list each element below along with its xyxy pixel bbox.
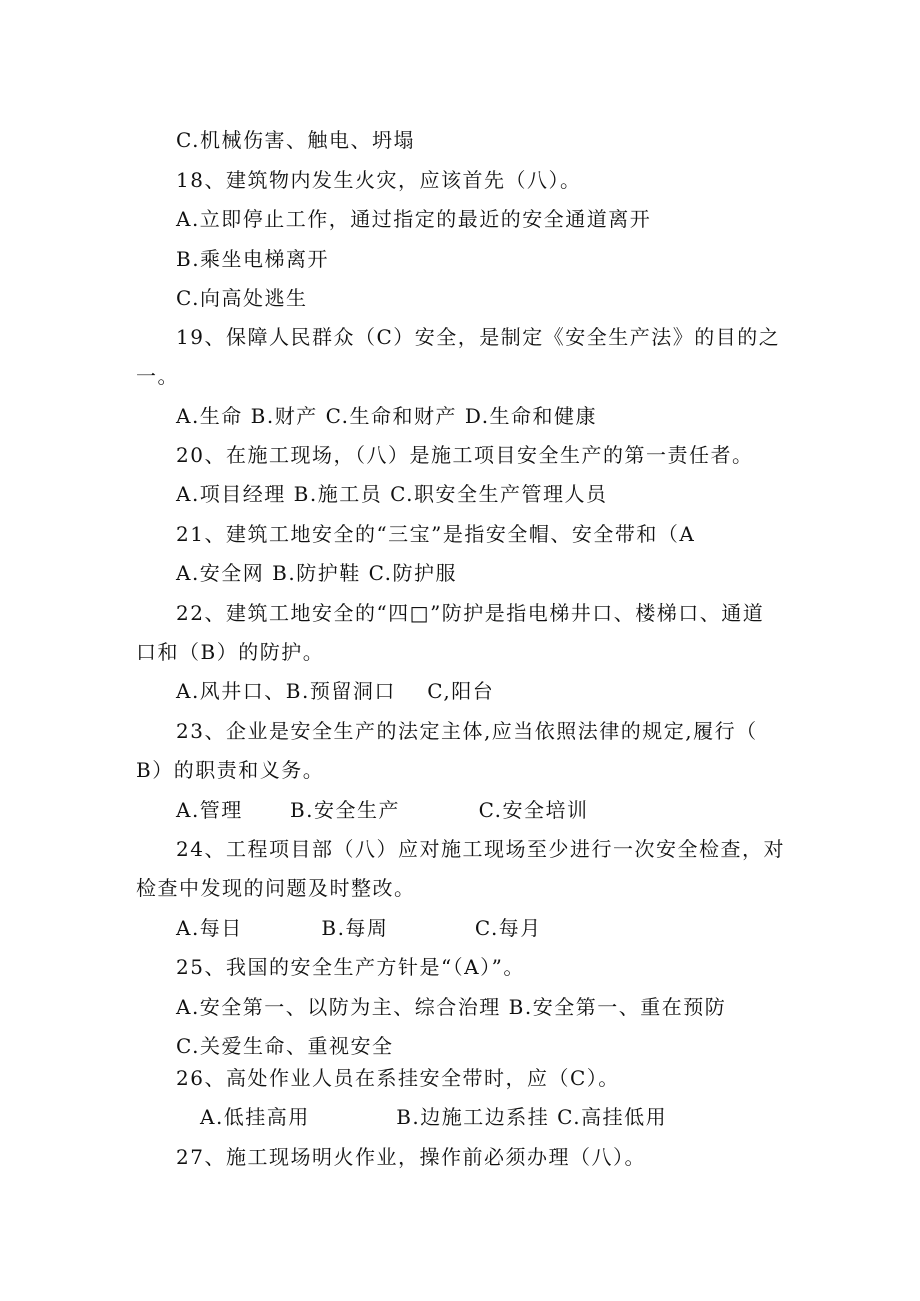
question-line: 18、建筑物内发生火灾，应该首先（八）。 (176, 168, 582, 192)
question-line: 20、在施工现场，（八）是施工项目安全生产的第一责任者。 (176, 443, 754, 467)
option-line: A.管理 B.安全生产 C.安全培训 (176, 798, 589, 822)
option-line: A.立即停止工作，通过指定的最近的安全通道离开 (176, 207, 652, 231)
option-line: A.安全第一、以防为主、综合治理 B.安全第一、重在预防 (176, 995, 727, 1019)
question-continuation-line: 一。 (136, 364, 179, 388)
question-continuation-line: 检查中发现的问题及时整改。 (136, 876, 416, 900)
option-line: A.项目经理 B.施工员 C.职安全生产管理人员 (176, 482, 608, 506)
option-line: A.安全网 B.防护鞋 C.防护服 (176, 561, 458, 585)
question-continuation-line: 口和（B）的防护。 (136, 640, 325, 664)
option-line: B.乘坐电梯离开 (176, 247, 330, 271)
question-line: 22、建筑工地安全的“四□”防护是指电梯井口、楼梯口、通道 (176, 601, 765, 625)
option-line: A.低挂高用 B.边施工边系挂 C.高挂低用 (200, 1105, 668, 1129)
question-line: 23、企业是安全生产的法定主体,应当依照法律的规定,履行（ (176, 719, 758, 743)
option-line: C.向高处逃生 (176, 286, 308, 310)
question-line: 21、建筑工地安全的“三宝”是指安全帽、安全带和（A (176, 522, 696, 546)
question-continuation-line: B）的职责和义务。 (136, 758, 325, 782)
option-line: A.风井口、B.预留洞口 C,阳台 (176, 679, 495, 703)
question-line: 24、工程项目部（八）应对施工现场至少进行一次安全检查，对 (176, 837, 785, 861)
option-line: C.关爱生命、重视安全 (176, 1034, 394, 1058)
question-line: 27、施工现场明火作业，操作前必须办理（八）。 (176, 1145, 646, 1169)
option-line: A.每日 B.每周 C.每月 (176, 916, 542, 940)
question-line: 19、保障人民群众（C）安全，是制定《安全生产法》的目的之 (176, 325, 781, 349)
option-line: C.机械伤害、触电、坍塌 (176, 128, 415, 152)
option-line: A.生命 B.财产 C.生命和财产 D.生命和健康 (176, 404, 598, 428)
question-line: 25、我国的安全生产方针是“（A）”。 (176, 955, 525, 979)
question-line: 26、高处作业人员在系挂安全带时，应（C）。 (176, 1066, 620, 1090)
